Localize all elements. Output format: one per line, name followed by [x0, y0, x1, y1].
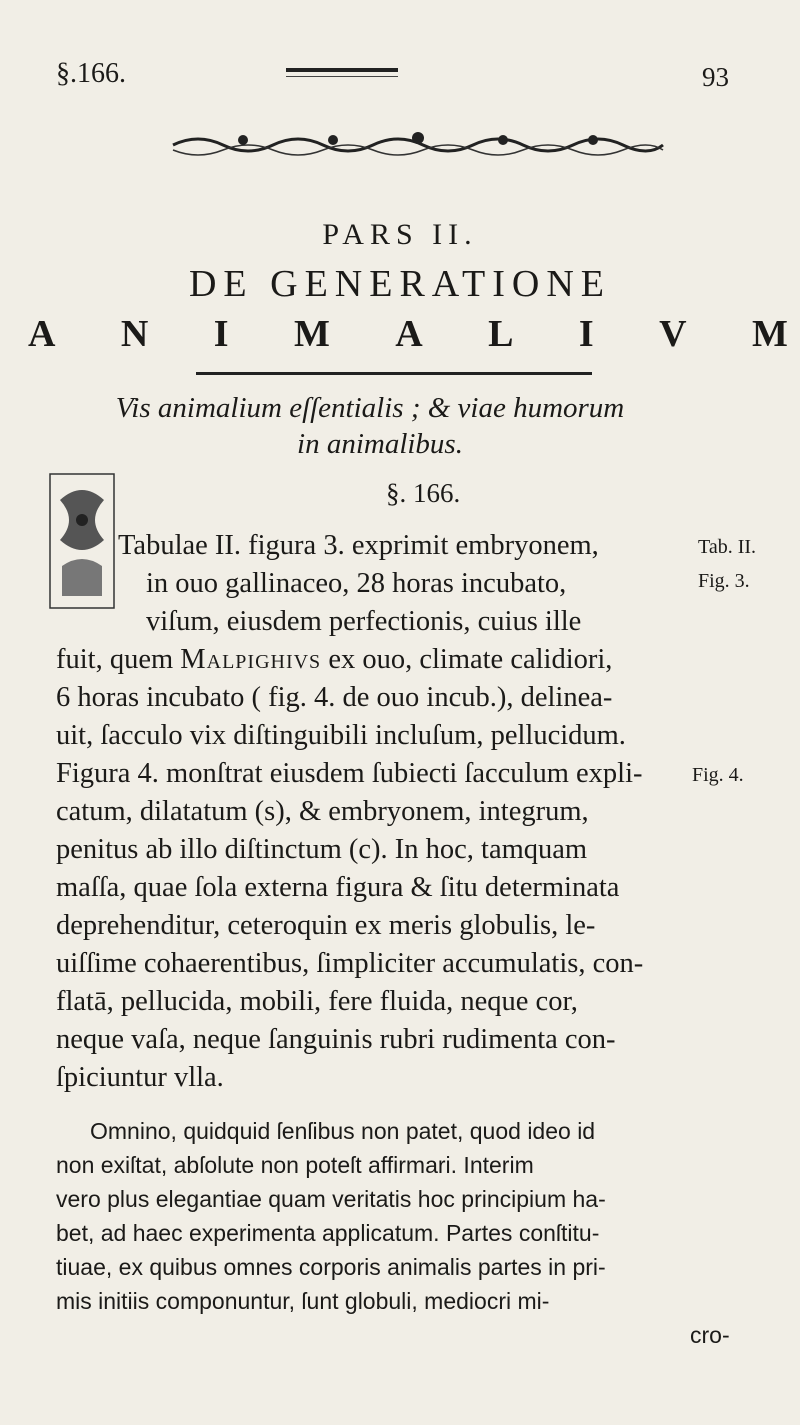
subject-letter: V [659, 313, 687, 355]
note-line: vero plus elegantiae quam veritatis hoc principium ha- [56, 1186, 606, 1212]
margin-note-table: Tab. II. [698, 536, 757, 558]
body-line: fuit, quem Malpighivs ex ouo, climate calidiori, [56, 644, 613, 675]
subject-letter: N [120, 313, 149, 355]
body-line: flatā, pellucida, mobili, fere fluida, neque cor, [56, 986, 578, 1017]
subject-letter: I [213, 313, 229, 355]
header-rule [286, 68, 398, 72]
header-rule-thin [286, 76, 398, 77]
main-heading: DE GENERATIONE [188, 263, 611, 305]
subject-letter: A [28, 313, 56, 355]
body-line: in ouo gallinaceo, 28 horas incubato, [146, 568, 567, 599]
body-line: uiſſime cohaerentibus, ſimpliciter accumulatis, con- [56, 948, 644, 979]
decorative-ornament-band [168, 128, 668, 162]
body-line: neque vaſa, neque ſanguinis rubri rudimenta con- [56, 1024, 616, 1055]
paragraph-number: §. 166. [386, 478, 461, 508]
body-line: deprehenditur, ceteroquin ex meris globulis, le- [56, 910, 596, 941]
note-line: non exiſtat, abſolute non poteſt affirmari. Interim [56, 1152, 534, 1178]
subtitle-line: Vis animalium eſſentialis ; & viae humorum [115, 392, 625, 424]
note-line: tiuae, ex quibus omnes corporis animalis partes in pri- [56, 1254, 606, 1280]
section-reference: §.166. [56, 58, 126, 89]
decorated-initial-ornament [46, 470, 118, 612]
page-number: 93 [702, 62, 729, 92]
body-line: 6 horas incubato ( fig. 4. de ouo incub.), delinea- [56, 682, 613, 713]
note-line: bet, ad haec experimenta applicatum. Partes conſtitu- [56, 1220, 600, 1246]
subject-letter: M [752, 313, 788, 355]
body-line: maſſa, quae ſola externa figura & ſitu determinata [56, 872, 620, 903]
subject-letter: L [488, 313, 514, 355]
body-line: penitus ab illo diſtinctum (c). In hoc, tamquam [56, 834, 588, 865]
subject-letter: I [578, 313, 594, 355]
running-head [0, 58, 800, 98]
note-line: mis initiis componuntur, ſunt globuli, mediocri mi- [56, 1288, 550, 1314]
note-line: Omnino, quidquid ſenſibus non patet, quod ideo id [90, 1118, 596, 1144]
part-heading: PARS II. [322, 218, 478, 251]
margin-note-figure: Fig. 3. [698, 570, 750, 592]
margin-note-figure: Fig. 4. [692, 764, 744, 786]
body-line: ſpiciuntur vlla. [56, 1062, 224, 1093]
body-line: catum, dilatatum (s), & embryonem, integrum, [56, 796, 589, 827]
body-line: uit, ſacculo vix diſtinguibili incluſum, pellucidum. [56, 720, 626, 751]
subject-heading [28, 312, 788, 356]
subject-letter: A [395, 313, 423, 355]
body-line: Figura 4. monſtrat eiusdem ſubiecti ſacculum expli- [56, 758, 643, 789]
title-rule [196, 372, 592, 375]
body-line: Tabulae II. figura 3. exprimit embryonem, [118, 530, 599, 561]
subtitle-line: in animalibus. [297, 428, 463, 460]
subject-letter: M [293, 313, 330, 355]
catchword: cro- [690, 1322, 730, 1348]
body-line: viſum, eiusdem perfectionis, cuius ille [146, 606, 582, 637]
